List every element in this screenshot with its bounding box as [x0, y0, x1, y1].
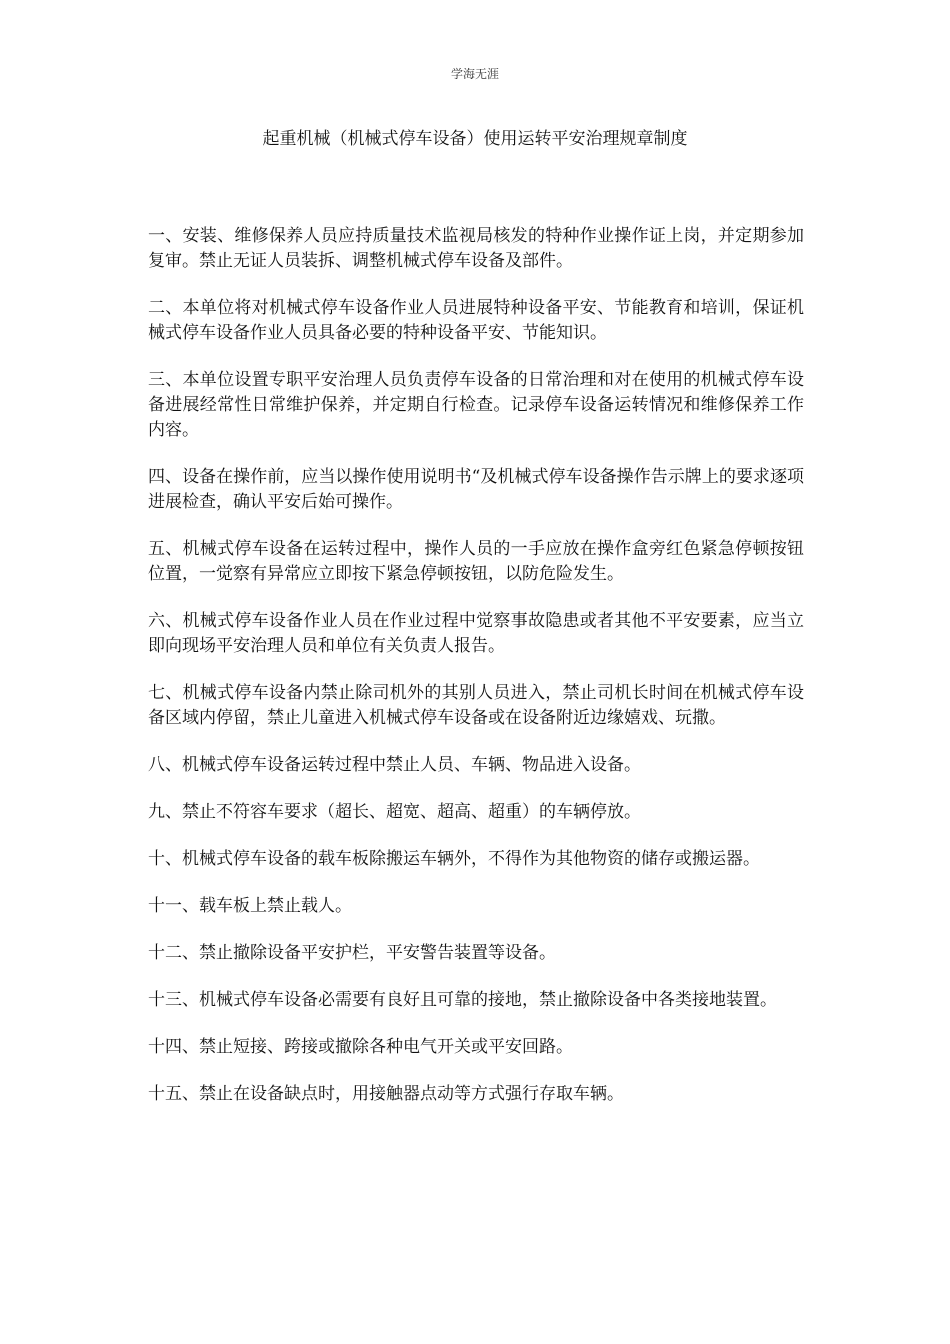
paragraph-5: 五、机械式停车设备在运转过程中，操作人员的一手应放在操作盒旁红色紧急停顿按钮位置，一觉察有异常应立即按下紧急停顿按钮，以防危险发生。: [148, 539, 804, 584]
document-body: [148, 224, 804, 1129]
paragraph-9: 九、禁止不符容车要求（超长、超宽、超高、超重）的车辆停放。: [148, 802, 641, 822]
paragraph-11: 十一、载车板上禁止载人。: [148, 896, 352, 916]
page-header: 学海无涯: [450, 67, 499, 81]
paragraph-14: 十四、禁止短接、跨接或撤除各种电气开关或平安回路。: [148, 1037, 573, 1057]
paragraph-2: 二、本单位将对机械式停车设备作业人员进展特种设备平安、节能教育和培训，保证机械式停车设备作业人员具备必要的特种设备平安、节能知识。: [148, 298, 804, 343]
paragraph-10: 十、机械式停车设备的载车板除搬运车辆外，不得作为其他物资的储存或搬运器。: [148, 849, 760, 869]
paragraph-3: 三、本单位设置专职平安治理人员负责停车设备的日常治理和对在使用的机械式停车设备进展经常性日常维护保养，并定期自行检查。记录停车设备运转情况和维修保养工作内容。: [148, 370, 804, 440]
paragraph-8: 八、机械式停车设备运转过程中禁止人员、车辆、物品进入设备。: [148, 755, 641, 775]
paragraph-13: 十三、机械式停车设备必需要有良好且可靠的接地，禁止撤除设备中各类接地装置。: [148, 990, 777, 1010]
paragraph-7: 七、机械式停车设备内禁止除司机外的其别人员进入，禁止司机长时间在机械式停车设备区域内停留，禁止儿童进入机械式停车设备或在设备附近边缘嬉戏、玩撒。: [148, 683, 804, 728]
paragraph-4: 四、设备在操作前，应当以操作使用说明书“及机械式停车设备操作告示牌上的要求逐项进展检查，确认平安后始可操作。: [148, 467, 804, 512]
paragraph-1: 一、安装、维修保养人员应持质量技术监视局核发的特种作业操作证上岗，并定期参加复审。禁止无证人员装拆、调整机械式停车设备及部件。: [148, 226, 804, 271]
paragraph-15: 十五、禁止在设备缺点时，用接触器点动等方式强行存取车辆。: [148, 1084, 624, 1104]
document-title: 起重机械（机械式停车设备）使用运转平安治理规章制度: [262, 129, 688, 149]
paragraph-12: 十二、禁止撤除设备平安护栏，平安警告装置等设备。: [148, 943, 556, 963]
paragraph-6: 六、机械式停车设备作业人员在作业过程中觉察事故隐患或者其他不平安要素，应当立即向现场平安治理人员和单位有关负责人报告。: [148, 611, 804, 656]
